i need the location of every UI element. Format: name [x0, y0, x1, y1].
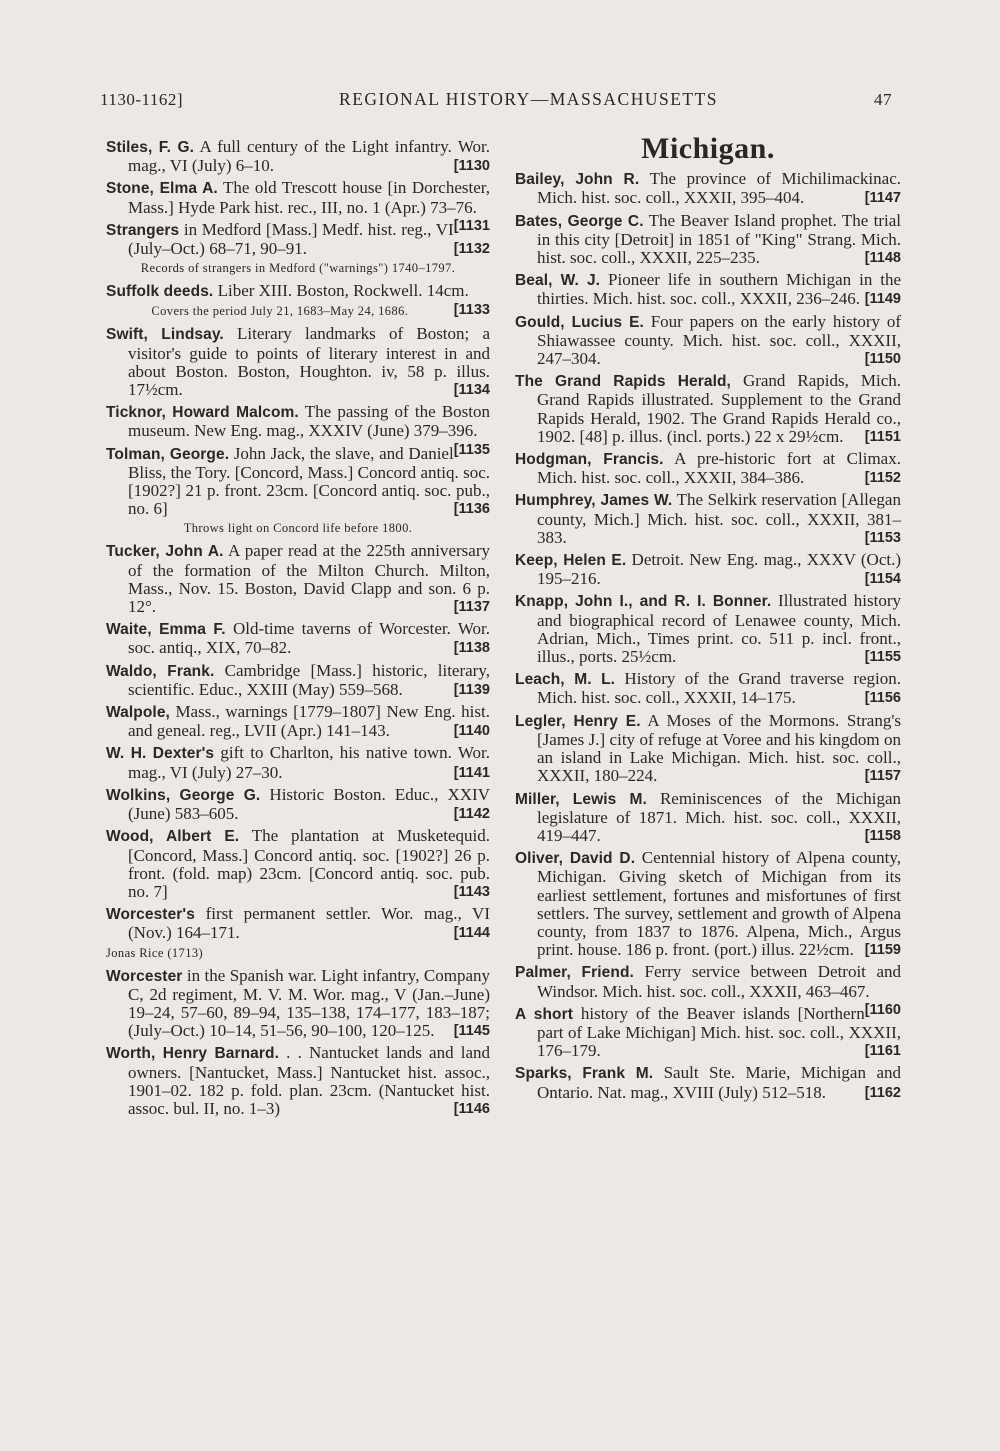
entry-number: [1158 [864, 827, 901, 844]
entry-heading: The Grand Rapids Herald, [515, 373, 731, 391]
entry-heading: Oliver, David D. [515, 850, 636, 868]
entry-number: [1139 [453, 681, 490, 698]
entry-number: [1147 [864, 190, 901, 207]
bibliography-entry [515, 212, 901, 268]
entry-number: [1146 [453, 1100, 490, 1117]
entry-text: Ferry service between Detroit and Windsor. Mich. hist. soc. coll., XXXII, 463–467. [537, 962, 901, 1001]
right-column [515, 132, 902, 1106]
entry-text: The passing of the Boston museum. New Eng. mag., XXXIV (June) 379–396. [128, 402, 491, 441]
bibliography-entry [515, 712, 901, 786]
entry-heading: Walpole, [106, 704, 170, 722]
entry-text: John Jack, the slave, and Daniel Bliss, the Tory. [Concord, Mass.] Concord antiq. soc. [1902?] 21 p. front. 23cm. [Concord antiq. soc. pub., no. 6] [128, 443, 490, 519]
bibliography-entry [515, 592, 901, 666]
entry-number: [1152 [864, 470, 901, 487]
entry-heading: Bailey, John R. [515, 171, 640, 189]
entry-number: [1159 [864, 942, 901, 959]
entry-heading: Keep, Helen E. [515, 552, 627, 570]
bibliography-entry [106, 662, 490, 699]
entry-text: history of the Beaver islands [Northern part of Lake Michigan] Mich. hist. soc. coll., XXXII, 176–179. [537, 1003, 901, 1061]
entry-number: [1154 [864, 571, 901, 588]
entry-heading: Miller, Lewis M. [515, 790, 647, 808]
bibliography-entry [515, 670, 901, 707]
entry-heading: Bates, George C. [515, 212, 644, 230]
bibliography-entry [515, 491, 901, 547]
entry-heading: W. H. Dexter's [106, 745, 215, 763]
entry-text: Sault Ste. Marie, Michigan and Ontario. Nat. mag., XVIII (July) 512–518. [537, 1063, 901, 1102]
entry-text: Literary landmarks of Boston; a visitor's guide to points of literary interest in and about Boston. Boston, Houghton. iv, 58 p. illus. 17½cm. [128, 324, 490, 400]
entry-number: [1136 [453, 501, 490, 518]
bibliography-entry [106, 620, 490, 657]
entry-text: Detroit. New Eng. mag., XXXV (Oct.) 195–216. [537, 550, 902, 589]
bibliography-entry [106, 967, 490, 1041]
bibliography-entry [106, 445, 490, 519]
bibliography-entry [515, 790, 901, 846]
bibliography-entry [106, 703, 490, 740]
entry-heading: Legler, Henry E. [515, 712, 641, 730]
entry-number: [1138 [453, 640, 490, 657]
entry-heading: Gould, Lucius E. [515, 313, 644, 331]
bibliography-entry [106, 138, 490, 175]
entry-text: Old-time taverns of Worcester. Wor. soc. antiq., XIX, 70–82. [128, 619, 490, 658]
entry-text: Cambridge [Mass.] historic, literary, scientific. Educ., XXIII (May) 559–568. [128, 660, 490, 699]
entry-heading: Waite, Emma F. [106, 621, 226, 639]
entry-number: [1131 [453, 217, 490, 234]
entry-heading: Stone, Elma A. [106, 180, 218, 198]
entry-number: [1133 [453, 302, 490, 319]
entry-note: Jonas Rice (1713) [106, 945, 204, 960]
entry-heading: Worcester [106, 967, 183, 985]
bibliography-entry [106, 325, 490, 399]
entry-number: [1134 [453, 382, 490, 399]
entry-text: The Beaver Island prophet. The trial in this city [Detroit] in 1851 of "King" Strang. Mich. hist. soc. coll., XXXII, 225–235. [537, 210, 901, 268]
entry-heading: Suffolk deeds. [106, 283, 214, 301]
entry-number: [1150 [864, 351, 901, 368]
bibliography-entry [106, 827, 490, 901]
entry-text: Reminiscences of the Michigan legislature of 1871. Mich. hist. soc. coll., XXXII, 419–447. [537, 788, 901, 845]
entry-number: [1156 [864, 690, 901, 707]
entry-text: gift to Charlton, his native town. Wor. mag., VI (July) 27–30. [128, 743, 490, 782]
entry-text: A full century of the Light infantry. Wor. mag., VI (July) 6–10. [128, 137, 490, 176]
left-column [106, 138, 490, 1122]
entry-heading: Wood, Albert E. [106, 828, 240, 846]
entry-heading: Tolman, George. [106, 445, 230, 463]
entry-text: A Moses of the Mormons. Strang's [James J.] city of refuge at Voree and his kingdom on an island in Lake Michigan. Mich. hist. soc. coll., XXXII, 180–224. [537, 710, 901, 786]
entry-note: Records of strangers in Medford ("warnings") 1740–1797. [140, 261, 456, 276]
entry-number: [1162 [864, 1084, 901, 1101]
bibliography-entry [515, 271, 901, 308]
bibliography-entry [515, 551, 901, 588]
entry-text: Centennial history of Alpena county, Michigan. Giving sketch of Michigan from its earliest settlement, fortunes and misfortunes of first settlers. The survey, settlement and growth of Alpena county, from 1837 to 1876. Alpena, Mich., Argus print. house. 186 p. front. (port.) illus. 22½cm. [537, 848, 901, 960]
entry-note: Covers the period July 21, 1683–May 24, 1686. [151, 304, 409, 319]
entry-number: [1157 [864, 768, 901, 785]
page-title: REGIONAL HISTORY—MASSACHUSETTS [339, 89, 719, 109]
bibliography-entry [515, 313, 901, 369]
entry-text: Mass., warnings [1779–1807] New Eng. hist. and geneal. reg., LVII (Apr.) 141–143. [128, 702, 490, 741]
entry-number: [1130 [453, 158, 490, 175]
bibliography-entry [106, 744, 490, 781]
running-head [100, 89, 892, 110]
entry-number: [1140 [453, 723, 490, 740]
bibliography-entry [106, 221, 490, 258]
entry-heading: Sparks, Frank M. [515, 1065, 654, 1083]
bibliography-entry [106, 1044, 490, 1118]
entry-heading: Swift, Lindsay. [106, 326, 224, 344]
entry-heading: Worcester's [106, 906, 195, 924]
entry-text: in the Spanish war. Light infantry, Company C, 2d regiment, M. V. M. Wor. mag., V (Jan.–June) 19–24, 57–60, 89–94, 135–138, 174–177, 183–187; (July–Oct.) 10–14, 51–56, 90–100, 120–125. [128, 965, 490, 1041]
entry-number: [1142 [453, 806, 490, 823]
bibliography-entry [106, 905, 490, 942]
entry-text: A pre-historic fort at Climax. Mich. hist. soc. coll., XXXII, 384–386. [537, 449, 901, 488]
entry-note: Throws light on Concord life before 1800. [183, 521, 413, 536]
entry-heading: Strangers [106, 221, 180, 239]
entry-heading: Worth, Henry Barnard. [106, 1045, 279, 1063]
entry-text: The plantation at Musketequid. [Concord, Mass.] Concord antiq. soc. [1902?] 26 p. front. (fold. map) 23cm. [Concord antiq. soc. pub. no. 7] [128, 826, 490, 901]
bibliography-entry [515, 1005, 901, 1061]
entry-text: Liber XIII. Boston, Rockwell. 14cm. [213, 281, 469, 301]
entry-number: [1137 [453, 599, 490, 616]
entry-text: first permanent settler. Wor. mag., VI (Nov.) 164–171. [128, 904, 490, 943]
entry-number: [1151 [864, 428, 901, 445]
bibliography-entry [515, 450, 901, 487]
entry-text: . . Nantucket lands and land owners. [Nantucket, Mass.] Nantucket hist. assoc., 1901–02. 182 p. fold. plan. 23cm. (Nantucket hist. assoc. bul. II, no. 1–3) [128, 1043, 490, 1118]
entry-text: A paper read at the 225th anniversary of the formation of the Milton Church. Milton, Mass., Nov. 15. Boston, David Clapp and son. 6 p. 12°. [128, 541, 490, 617]
bibliography-entry [106, 786, 490, 823]
entry-text: Pioneer life in southern Michigan in the thirties. Mich. hist. soc. coll., XXXII, 236–246. [537, 270, 901, 309]
bibliography-entry [106, 542, 490, 616]
entry-range: 1130-1162] [100, 90, 184, 109]
entry-number: [1132 [453, 241, 490, 258]
entry-number: [1144 [453, 925, 490, 942]
entry-text: Four papers on the early history of Shiawassee county. Mich. hist. soc. coll., XXXII, 247–304. [537, 311, 901, 369]
entry-heading: Ticknor, Howard Malcom. [106, 404, 299, 422]
entry-number: [1149 [864, 291, 901, 308]
entry-heading: Waldo, Frank. [106, 662, 215, 680]
entry-number: [1160 [864, 1001, 901, 1018]
bibliography-entry [515, 170, 901, 207]
entry-heading: Leach, M. L. [515, 671, 616, 689]
entry-text: The old Trescott house [in Dorchester, Mass.] Hyde Park hist. rec., III, no. 1 (Apr.) 73–76. [128, 178, 490, 217]
bibliography-entry [515, 372, 901, 446]
entry-heading: A short [515, 1005, 573, 1023]
entry-text: Illustrated history and biographical record of Lenawee county, Mich. Adrian, Mich., Times print. co. 511 p. incl. front., illus., ports. 25½cm. [537, 591, 901, 667]
entry-heading: Stiles, F. G. [106, 139, 195, 156]
entry-heading: Humphrey, James W. [515, 492, 673, 510]
entry-heading: Knapp, John I., and R. I. Bonner. [515, 593, 772, 611]
entry-heading: Palmer, Friend. [515, 964, 634, 982]
entry-heading: Hodgman, Francis. [515, 451, 664, 469]
entry-heading: Tucker, John A. [106, 543, 224, 561]
entry-text: The Selkirk reservation [Allegan county, Mich.] Mich. hist. soc. coll., XXXII, 381–383. [537, 490, 901, 547]
entry-heading: Beal, W. J. [515, 272, 601, 290]
entry-number: [1153 [864, 529, 901, 546]
entry-text: History of the Grand traverse region. Mich. hist. soc. coll., XXXII, 14–175. [537, 669, 901, 708]
entry-text: The province of Michilimackinac. Mich. hist. soc. coll., XXXII, 395–404. [537, 169, 901, 208]
entry-number: [1161 [864, 1043, 901, 1060]
entry-number: [1148 [864, 250, 901, 267]
section-title: Michigan. [641, 132, 775, 165]
entry-text: Grand Rapids, Mich. Grand Rapids illustrated. Supplement to the Grand Rapids Herald, 1902. The Grand Rapids Herald co., 1902. [48] p. illus. (incl. ports.) 22 x 29½cm. [537, 371, 901, 446]
page-number: 47 [874, 90, 892, 109]
entry-text: in Medford [Mass.] Medf. hist. reg., VI (July–Oct.) 68–71, 90–91. [128, 219, 454, 259]
entry-number: [1155 [864, 649, 901, 666]
entry-number: [1141 [453, 764, 490, 781]
bibliography-entry [515, 1064, 901, 1101]
right-column-entries [515, 170, 901, 1102]
entry-text: Historic Boston. Educ., XXIV (June) 583–605. [128, 784, 490, 824]
entry-heading: Wolkins, George G. [106, 786, 261, 804]
entry-number: [1143 [453, 883, 490, 900]
entry-number: [1145 [453, 1023, 490, 1040]
bibliography-entry [515, 849, 901, 959]
entry-number: [1135 [453, 441, 490, 458]
